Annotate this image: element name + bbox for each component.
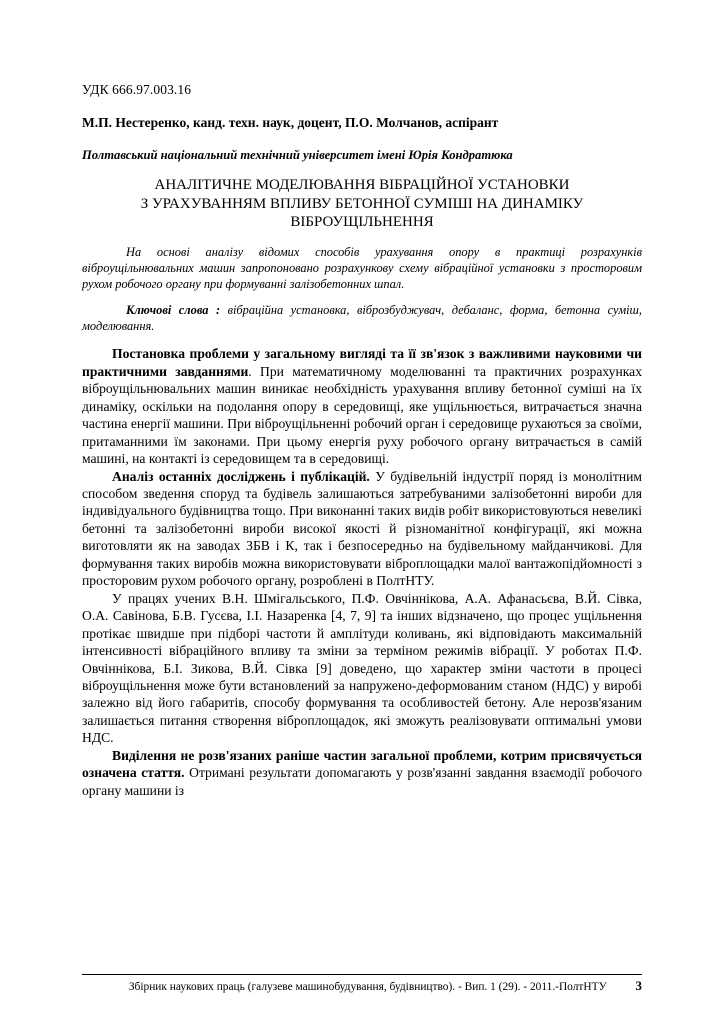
keywords-block	[82, 302, 642, 334]
section-paragraph-4	[82, 747, 642, 799]
footer-divider	[82, 974, 642, 975]
section-heading-1: Постановка проблеми у загальному вигляді та її зв'язок з важливими науковими чи практичними завданнями	[82, 346, 642, 379]
page-number: 3	[635, 978, 642, 993]
keywords-text: вібраційна установка, віброзбуджувач, дебаланс, форма, бетонна суміш, моделювання.	[82, 303, 643, 334]
section-heading-4: Виділення не розв'язаних раніше частин загальної проблеми, котрим присвячується означена стаття.	[82, 747, 642, 781]
title-line-3: ВІБРОУЩІЛЬНЕННЯ	[290, 214, 434, 231]
udc-code: УДК 666.97.003.16	[82, 82, 192, 97]
page-footer	[82, 974, 642, 994]
page-title	[82, 176, 642, 232]
keywords-label: Ключові слова :	[126, 303, 221, 318]
section-paragraph-2	[82, 468, 642, 590]
section-body-4: Отримані результати допомагають у розв'язанні завдання взаємодії робочого органу машини із	[82, 765, 643, 798]
section-body-2: У будівельній індустрії поряд із монолітним способом зведення споруд та будівель залишаються затребуваними залізобетонні вироби для індивідуального будівництва тощо. При виконанні таких видів робіт використовуються невеликі бетонні та залізобетонні вироби високої якості й різноманітної конфігурації, які можна виготовляти як на заводах ЗБВ і К, так і безпосередньо на будівельному майданчикові. Для формування таких виробів можна використовувати віброплощадки малої вантажопідйомності з просторовим рухом робочого органу, розроблені в ПолтНТУ.	[82, 468, 642, 589]
section-paragraph-3	[82, 590, 642, 747]
section-body-1: . При математичному моделюванні та практичних розрахунках віброущільнювальних машин виникає необхідність урахування впливу бетонної суміші на їх динаміку, оскільки на подолання опору в середовищі, яке ущільнюється, витрачається значна частина енергії машини. При віброущільненні робочий орган і середовище рухаються за своїми, притаманними їм законами. При цьому енергія руху робочого органу витрачається в самій машині, на контакті із середовищем та в середовищі.	[82, 363, 642, 467]
title-line-1: АНАЛІТИЧНЕ МОДЕЛЮВАННЯ ВІБРАЦІЙНОЇ УСТАНОВКИ	[154, 177, 570, 193]
section-body-3: У працях учених В.Н. Шмігальського, П.Ф. Овчіннікова, А.А. Афанасьєва, В.Й. Сівка, О.А. Савінова, Б.В. Гусєва, І.І. Назаренка [4, 7, 9] та інших відзначено, що процес ущільнення протікає швидше при підборі частоти й амплітуди коливань, які відповідають максимальній інтенсивності вібраційного впливу та зміни за терміном режимів вібрації. У роботах П.Ф. Овчіннікова, Б.І. Зикова, В.Й. Сівка [9] доведено, що характер зміни частоти в процесі віброущільнення може бути встановлений за напружено-деформованим станом (НДС) у виробі залежно від його габаритів, способу формування та особливостей бетону. Але нерозв'язаним залишається питання створення віброплощадок, які зможуть реалізовувати оптимальні умови НДС.	[82, 590, 642, 746]
footer-citation: Збірник наукових праць (галузеве машинобудування, будівництво). - Вип. 1 (29). - 2011.-ПолтНТУ	[128, 981, 607, 993]
authors-line: М.П. Нестеренко, канд. техн. наук, доцент, П.О. Молчанов, аспірант	[82, 115, 499, 130]
title-line-2: З УРАХУВАННЯМ ВПЛИВУ БЕТОННОЇ СУМІШІ НА ДИНАМІКУ	[140, 195, 584, 212]
affiliation-line: Полтавський національний технічний університет імені Юрія Кондратюка	[82, 148, 513, 162]
section-heading-2: Аналіз останніх досліджень і публікацій.	[112, 468, 370, 484]
section-paragraph-1	[82, 345, 642, 467]
abstract-text: На основі аналізу відомих способів урахування опору в практиці розрахунків віброущільнювальних машин запропоновано розрахункову схему вібраційної установки з просторовим рухом робочого органу при формуванні залізобетонних шпал.	[82, 244, 642, 292]
